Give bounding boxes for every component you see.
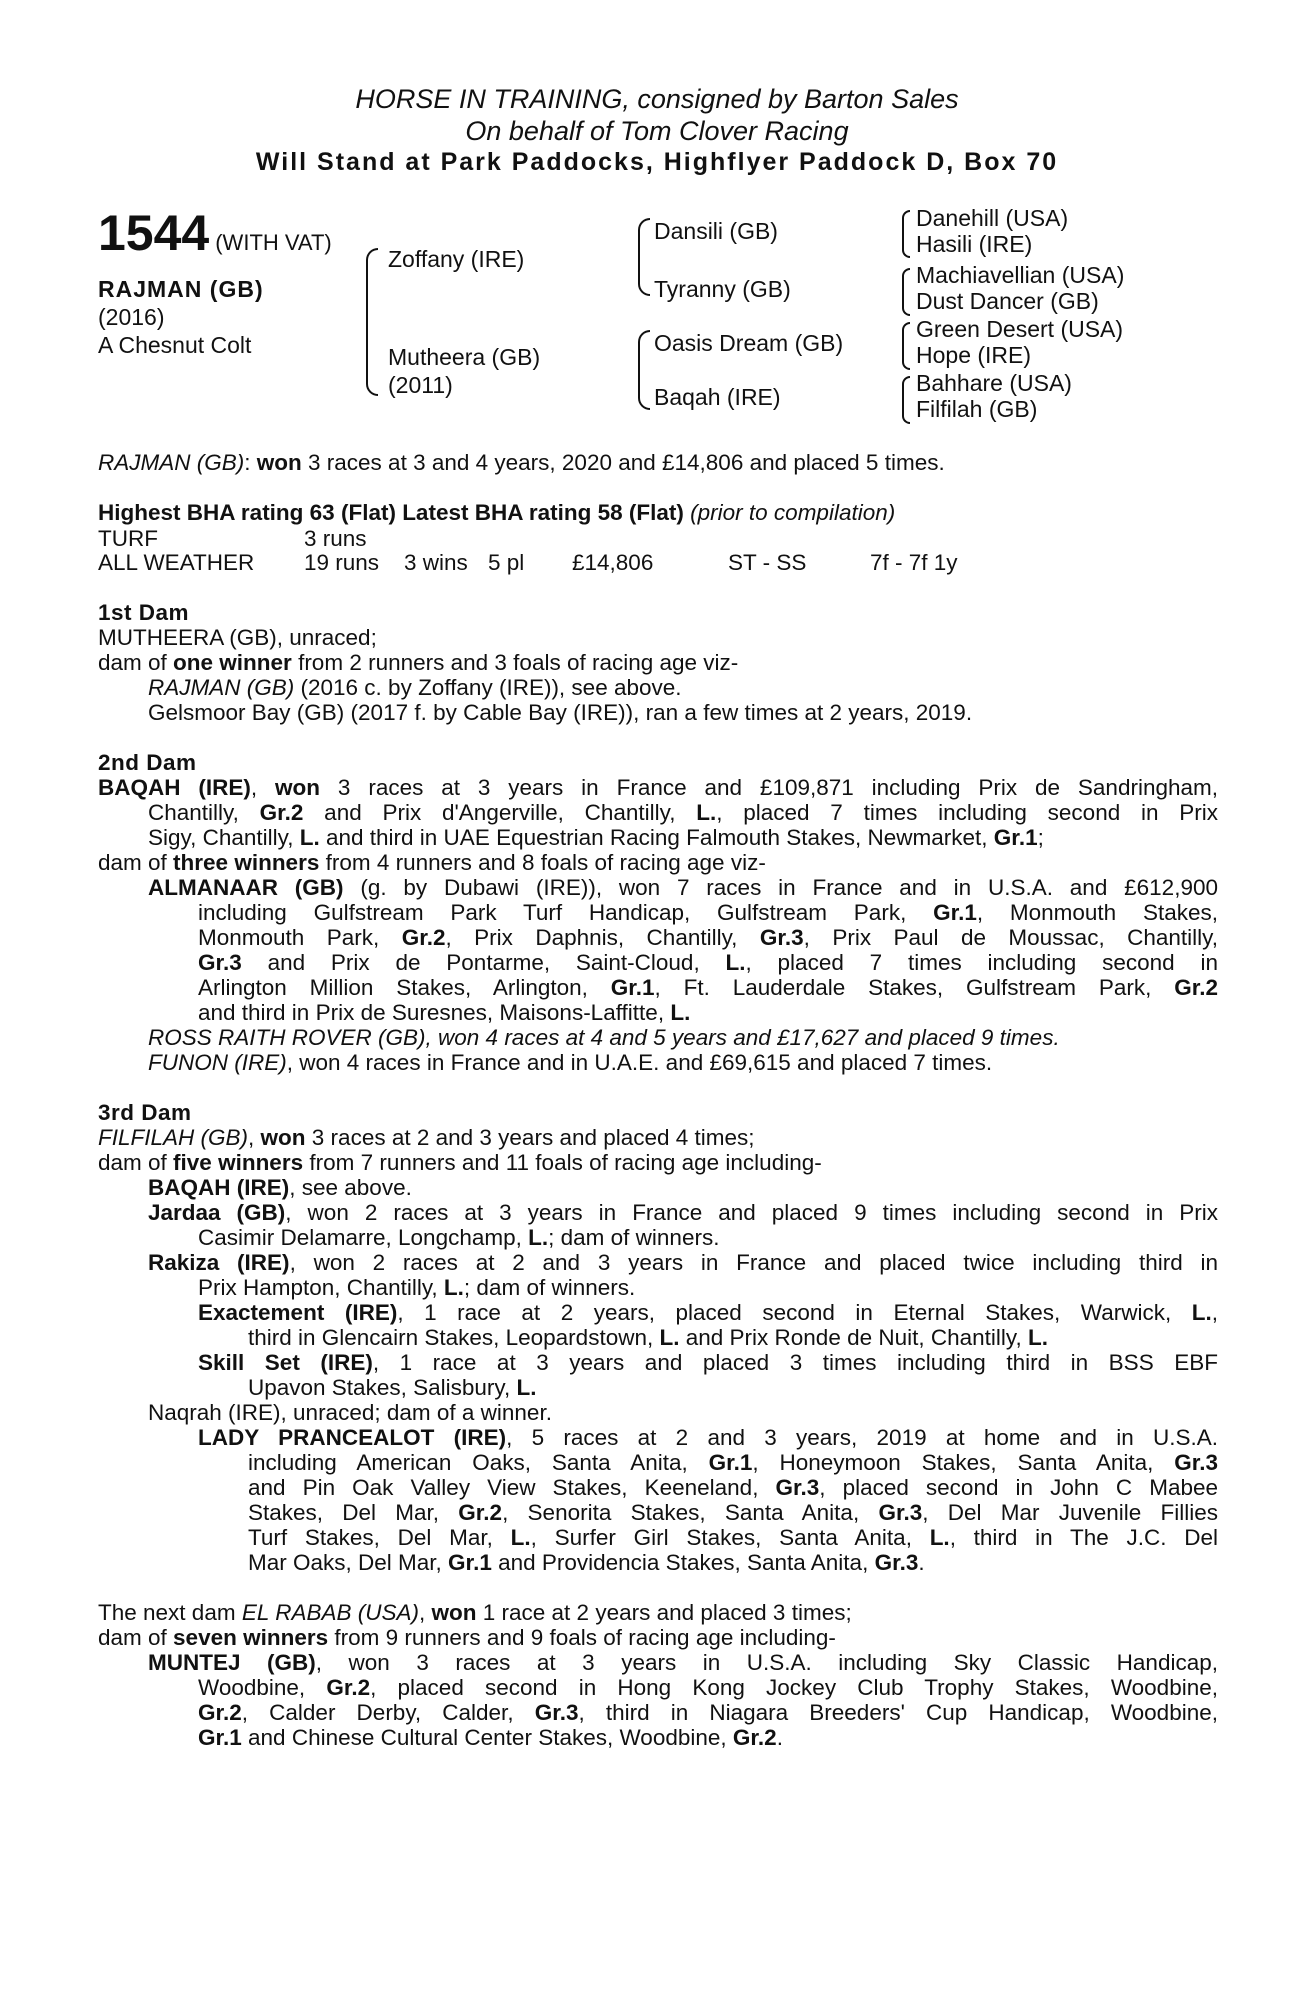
ggparent-4: Dust Dancer (GB) bbox=[916, 288, 1099, 314]
d3skill-line: Upavon Stakes, Salisbury, L. bbox=[248, 1375, 537, 1400]
first-dam-line: MUTHEERA (GB), unraced; bbox=[98, 625, 377, 650]
pedigree-brace-g4-1 bbox=[902, 210, 910, 258]
funon-record: FUNON (IRE), won 4 races in France and in U.A.E. and £69,615 and placed 7 times. bbox=[148, 1050, 993, 1075]
d3jardaa-line: Casimir Delamarre, Longchamp, L.; dam of winners. bbox=[198, 1225, 720, 1250]
location-line: Will Stand at Park Paddocks, Highflyer Paddock D, Box 70 bbox=[255, 148, 1059, 176]
d3l2-line: dam of five winners from 7 runners and 11 foals of racing age including- bbox=[98, 1150, 822, 1175]
d3lady-line: Turf Stakes, Del Mar, L., Surfer Girl Stakes, Santa Anita, L., third in The J.C. Del bbox=[248, 1525, 1218, 1550]
muntej-line: Gr.1 and Chinese Cultural Center Stakes, Woodbine, Gr.2. bbox=[198, 1725, 783, 1750]
sire-sire: Dansili (GB) bbox=[654, 218, 778, 244]
dam-year: (2011) bbox=[388, 372, 453, 398]
d3l1-line: FILFILAH (GB), won 3 races at 2 and 3 years and placed 4 times; bbox=[98, 1125, 755, 1150]
behalf-line: On behalf of Tom Clover Racing bbox=[465, 116, 849, 146]
baqah-reference bbox=[148, 1175, 1218, 1200]
dam: Mutheera (GB) bbox=[388, 344, 541, 370]
pedigree-brace-g4-3 bbox=[902, 322, 910, 370]
ross-raith-rover-record: ROSS RAITH ROVER (GB), won 4 races at 4 and 5 years and £17,627 and placed 9 times. bbox=[148, 1025, 1060, 1050]
aw-prize-money: £14,806 bbox=[572, 550, 654, 575]
pedigree-brace-sire bbox=[638, 218, 650, 296]
ndl2-line: dam of seven winners from 9 runners and 9 foals of racing age including- bbox=[98, 1625, 836, 1650]
second-dam-produce bbox=[98, 850, 1218, 875]
horse-year: (2016) bbox=[98, 304, 165, 330]
ggparent-2: Hasili (IRE) bbox=[916, 231, 1033, 257]
almanaar-line: including Gulfstream Park Turf Handicap, Gulfstream Park, Gr.1, Monmouth Stakes, bbox=[198, 900, 1218, 925]
lot-number: 1544 bbox=[98, 205, 210, 261]
sire-dam: Tyranny (GB) bbox=[654, 276, 791, 302]
aw-going: ST - SS bbox=[728, 550, 807, 575]
d3lady-line: and Pin Oak Valley View Stakes, Keeneland, Gr.3, placed second in John C Mabee bbox=[248, 1475, 1218, 1500]
first-dam-produce: dam of one winner from 2 runners and 3 foals of racing age viz- bbox=[98, 650, 739, 675]
first-dam-foal-1: RAJMAN (GB) (2016 c. by Zoffany (IRE)), see above. bbox=[148, 675, 682, 700]
horse-description: A Chesnut Colt bbox=[98, 332, 252, 358]
d3jardaa-line: Jardaa (GB), won 2 races at 3 years in France and placed 9 times including second in Prix bbox=[148, 1200, 1218, 1225]
muntej-line: MUNTEJ (GB), won 3 races at 3 years in U.S.A. including Sky Classic Handicap, bbox=[148, 1650, 1218, 1675]
muntej-record bbox=[148, 1650, 1218, 1750]
d3rakiza-line: Rakiza (IRE), won 2 races at 2 and 3 years in France and placed twice including third in bbox=[148, 1250, 1218, 1275]
d3baqah-line: BAQAH (IRE), see above. bbox=[148, 1175, 412, 1200]
d3lady-line: LADY PRANCEALOT (IRE), 5 races at 2 and 3 years, 2019 at home and in U.S.A. bbox=[198, 1425, 1219, 1450]
muntej-line: Woodbine, Gr.2, placed second in Hong Kong Jockey Club Trophy Stakes, Woodbine, bbox=[198, 1675, 1218, 1700]
first-dam-heading: 1st Dam bbox=[98, 600, 190, 625]
pedigree-brace-dam bbox=[638, 330, 650, 410]
third-dam-record bbox=[98, 1125, 1218, 1150]
aw-distance: 7f - 7f 1y bbox=[870, 550, 958, 575]
vat-note: (WITH VAT) bbox=[215, 230, 332, 255]
dam-dam: Baqah (IRE) bbox=[654, 384, 781, 410]
d3lady-line: Mar Oaks, Del Mar, Gr.1 and Providencia Stakes, Santa Anita, Gr.3. bbox=[248, 1550, 925, 1575]
rakiza-record bbox=[148, 1250, 1218, 1300]
ggparent-6: Hope (IRE) bbox=[916, 342, 1032, 368]
d3rakiza-line: Prix Hampton, Chantilly, L.; dam of winners. bbox=[198, 1275, 636, 1300]
d3exact-line: third in Glencairn Stakes, Leopardstown, L. and Prix Ronde de Nuit, Chantilly, L. bbox=[248, 1325, 1048, 1350]
aw-runs: 19 runs bbox=[304, 550, 380, 575]
pedigree-brace-g4-2 bbox=[902, 268, 910, 316]
dam2p1-line: Chantilly, Gr.2 and Prix d'Angerville, Chantilly, L., placed 7 times including second in Prix bbox=[148, 800, 1218, 825]
third-dam-heading: 3rd Dam bbox=[98, 1100, 192, 1125]
ggparent-1: Danehill (USA) bbox=[916, 205, 1069, 231]
lot-number-block bbox=[98, 204, 332, 262]
naqrah-record: Naqrah (IRE), unraced; dam of a winner. bbox=[148, 1400, 552, 1425]
dam-sire: Oasis Dream (GB) bbox=[654, 330, 844, 356]
d3skill-line: Skill Set (IRE), 1 race at 3 years and placed 3 times including third in BSS EBF bbox=[198, 1350, 1218, 1375]
dam2p2-line: dam of three winners from 4 runners and 8 foals of racing age viz- bbox=[98, 850, 766, 875]
almanaar-record bbox=[148, 875, 1218, 1025]
almanaar-line: Monmouth Park, Gr.2, Prix Daphnis, Chantilly, Gr.3, Prix Paul de Moussac, Chantilly, bbox=[198, 925, 1218, 950]
almanaar-line: Arlington Million Stakes, Arlington, Gr.1, Ft. Lauderdale Stakes, Gulfstream Park, Gr.2 bbox=[198, 975, 1219, 1000]
lady-prancealot-record bbox=[198, 1425, 1218, 1575]
bha-ratings: Highest BHA rating 63 (Flat) Latest BHA rating 58 (Flat) (prior to compilation) bbox=[98, 500, 896, 525]
sire: Zoffany (IRE) bbox=[388, 246, 525, 272]
first-dam-foal-2: Gelsmoor Bay (GB) (2017 f. by Cable Bay (IRE)), ran a few times at 2 years, 2019. bbox=[148, 700, 973, 725]
dam2p1-line: Sigy, Chantilly, L. and third in UAE Equestrian Racing Falmouth Stakes, Newmarket, Gr.1; bbox=[148, 825, 1044, 850]
turf-label: TURF bbox=[98, 526, 158, 551]
pedigree-brace-main bbox=[366, 248, 378, 396]
horse-name: RAJMAN (GB) bbox=[98, 276, 264, 302]
muntej-line: Gr.2, Calder Derby, Calder, Gr.3, third in Niagara Breeders' Cup Handicap, Woodbine, bbox=[198, 1700, 1218, 1725]
ggparent-5: Green Desert (USA) bbox=[916, 316, 1124, 342]
next-dam-record bbox=[98, 1600, 1218, 1625]
second-dam-record bbox=[98, 775, 1218, 850]
jardaa-record bbox=[148, 1200, 1218, 1250]
d3lady-line: Stakes, Del Mar, Gr.2, Senorita Stakes, Santa Anita, Gr.3, Del Mar Juvenile Fillies bbox=[248, 1500, 1219, 1525]
turf-runs: 3 runs bbox=[304, 526, 367, 551]
third-dam-produce bbox=[98, 1150, 1218, 1175]
ndl1-line: The next dam EL RABAB (USA), won 1 race at 2 years and placed 3 times; bbox=[98, 1600, 852, 1625]
almanaar-line: ALMANAAR (GB) (g. by Dubawi (IRE)), won 7 races in France and in U.S.A. and £612,900 bbox=[148, 875, 1218, 900]
almanaar-line: and third in Prix de Suresnes, Maisons-Laffitte, L. bbox=[198, 1000, 691, 1025]
next-dam-produce bbox=[98, 1625, 1218, 1650]
race-summary: RAJMAN (GB): won 3 races at 3 and 4 years, 2020 and £14,806 and placed 5 times. bbox=[98, 450, 945, 475]
consignor-line: HORSE IN TRAINING, consigned by Barton Sales bbox=[355, 84, 959, 114]
d3lady-line: including American Oaks, Santa Anita, Gr.1, Honeymoon Stakes, Santa Anita, Gr.3 bbox=[248, 1450, 1218, 1475]
aw-placed: 5 pl bbox=[488, 550, 525, 575]
pedigree-brace-g4-4 bbox=[902, 376, 910, 424]
ggparent-3: Machiavellian (USA) bbox=[916, 262, 1125, 288]
dam2p1-line: BAQAH (IRE), won 3 races at 3 years in France and £109,871 including Prix de Sandringham, bbox=[98, 775, 1218, 800]
exactement-record bbox=[198, 1300, 1218, 1350]
aw-label: ALL WEATHER bbox=[98, 550, 255, 575]
second-dam-heading: 2nd Dam bbox=[98, 750, 197, 775]
skill-set-record bbox=[198, 1350, 1218, 1400]
ggparent-8: Filfilah (GB) bbox=[916, 396, 1038, 422]
d3exact-line: Exactement (IRE), 1 race at 2 years, placed second in Eternal Stakes, Warwick, L., bbox=[198, 1300, 1218, 1325]
almanaar-line: Gr.3 and Prix de Pontarme, Saint-Cloud, L., placed 7 times including second in bbox=[198, 950, 1218, 975]
ggparent-7: Bahhare (USA) bbox=[916, 370, 1072, 396]
aw-wins: 3 wins bbox=[404, 550, 468, 575]
